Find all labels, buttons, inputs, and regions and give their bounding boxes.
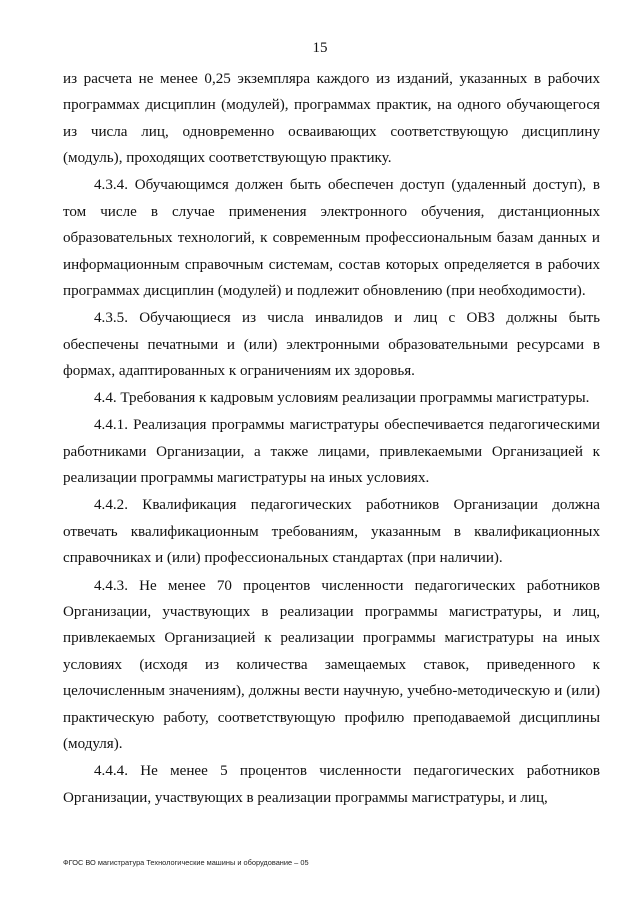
- paragraph-continuation: из расчета не менее 0,25 экземпляра каждого из изданий, указанных в рабочих программах дисциплин (модулей), программах практик, на одного обучающегося из числа лиц, одновременно осваивающих соответствующую дисциплину (модуль), проходящих соответствующую практику.: [63, 71, 600, 167]
- body-text: [63, 66, 600, 811]
- paragraph-4-3-5: 4.3.5. Обучающиеся из числа инвалидов и лиц с ОВЗ должны быть обеспечены печатными и (или) электронными образовательными ресурсами в формах, адаптированных к ограничениям их здоровья.: [63, 310, 600, 380]
- paragraph-4-4-2: 4.4.2. Квалификация педагогических работников Организации должна отвечать квалификационным требованиям, указанным в квалификационных справочниках и (или) профессиональных стандартах (при наличии).: [63, 497, 600, 567]
- page-footer: ФГОС ВО магистратура Технологические машины и оборудование – 05: [63, 858, 309, 867]
- page-number: 15: [312, 40, 328, 56]
- paragraph-4-4: 4.4. Требования к кадровым условиям реализации программы магистратуры.: [94, 390, 590, 407]
- paragraph-4-4-3: 4.4.3. Не менее 70 процентов численности педагогических работников Организации, участвующих в реализации программы магистратуры, и лиц, привлекаемых Организацией к реализации программы магистратуры на иных условиях (исходя из количества замещаемых ставок, приведенного к целочисленным значениям), должны вести научную, учебно-методическую и (или) практическую работу, соответствующую профилю преподаваемой дисциплины (модуля).: [63, 577, 600, 752]
- paragraph-4-3-4: 4.3.4. Обучающимся должен быть обеспечен доступ (удаленный доступ), в том числе в случае применения электронного обучения, дистанционных образовательных технологий, к современным профессиональным базам данных и информационным справочным системам, состав которых определяется в рабочих программах дисциплин (модулей) и подлежит обновлению (при необходимости).: [63, 177, 600, 300]
- paragraph-4-4-4: 4.4.4. Не менее 5 процентов численности педагогических работников Организации, участвующих в реализации программы магистратуры, и лиц,: [63, 763, 600, 806]
- paragraph-4-4-1: 4.4.1. Реализация программы магистратуры обеспечивается педагогическими работниками Организации, а также лицами, привлекаемыми Организацией к реализации программы магистратуры на иных условиях.: [63, 417, 600, 487]
